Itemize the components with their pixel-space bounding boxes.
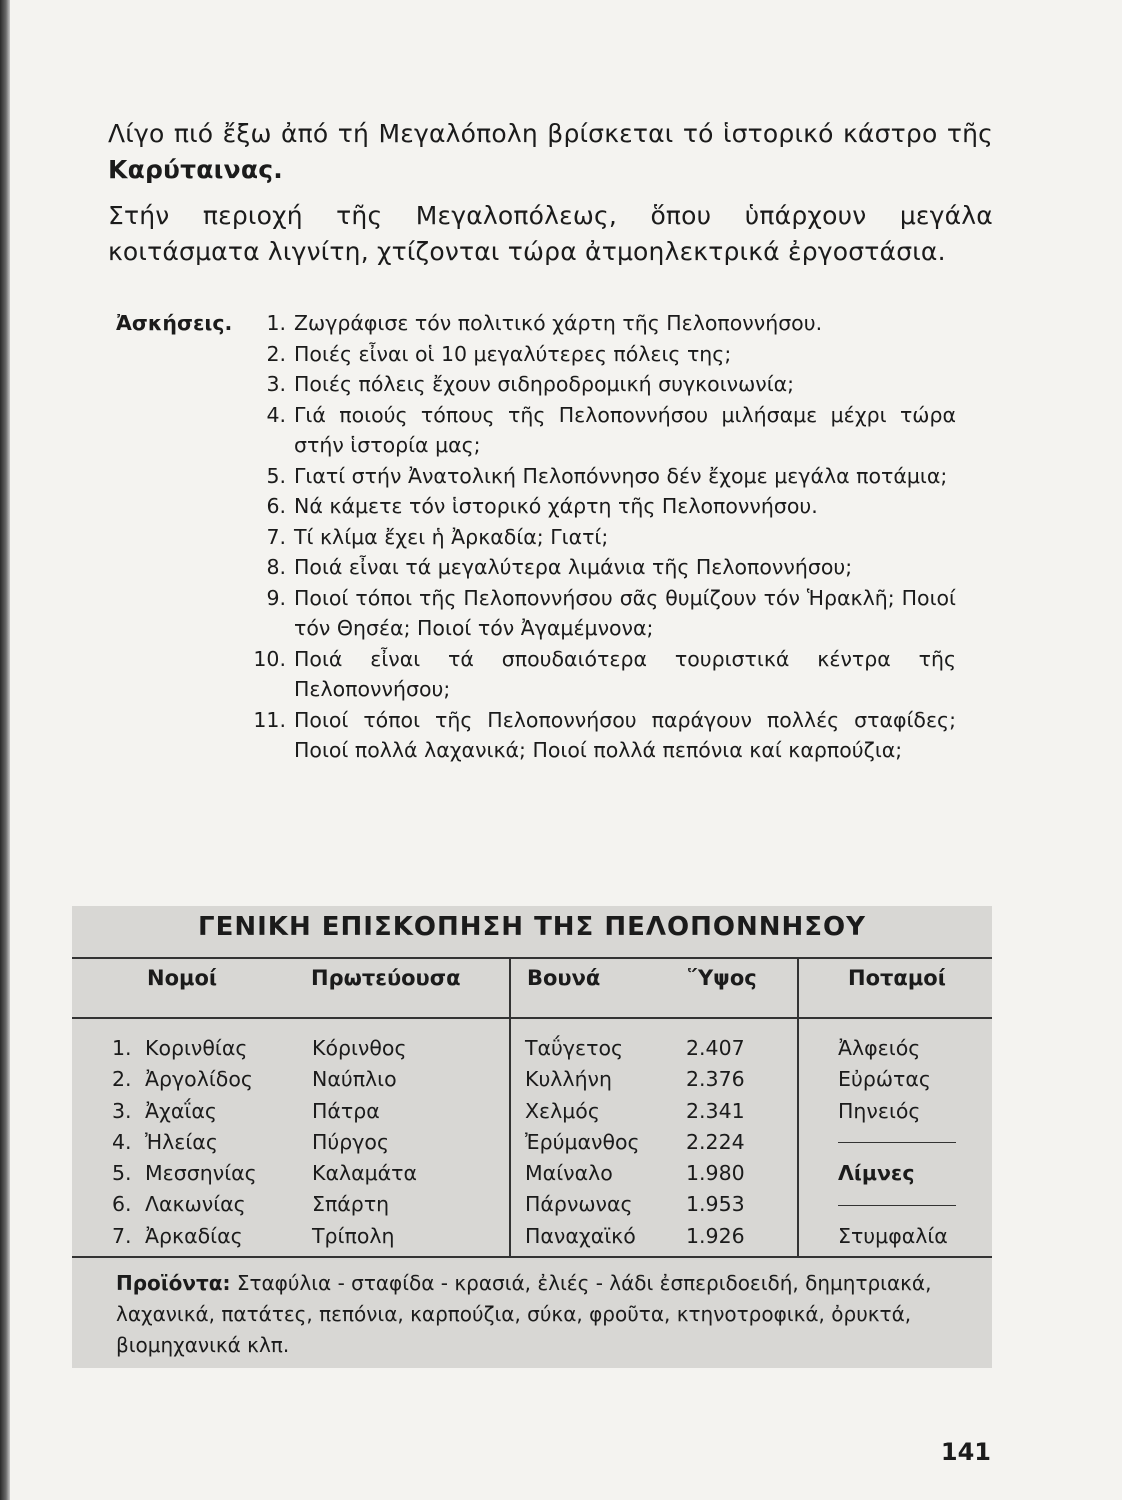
products-label: Προϊόντα: xyxy=(116,1271,231,1295)
mountain-cell: Ἐρύμανθος xyxy=(525,1129,640,1154)
exercise-text: Ποιές πόλεις ἔχουν σιδηροδρομική συγκοινωνία; xyxy=(294,372,795,396)
table-bottom-rule xyxy=(72,1256,992,1258)
exercise-item xyxy=(116,491,956,522)
prefecture-cell: Ἀρκαδίας xyxy=(145,1223,243,1248)
exercise-text: Γιά ποιούς τόπους τῆς Πελοποννήσου μιλήσαμε μέχρι τώρα στήν ἱστορία μας; xyxy=(294,402,956,457)
column-prefectures xyxy=(145,1033,257,1252)
exercise-text: Ποιοί τόποι τῆς Πελοποννήσου παράγουν πολλές σταφίδες; Ποιοί πολλά λαχανικά; Ποιοί πολλά πεπόνια καί καρπούζια; xyxy=(294,707,956,762)
prefecture-cell: Ἠλείας xyxy=(145,1129,218,1154)
capital-cell: Πάτρα xyxy=(312,1098,380,1123)
mountain-cell: Μαίναλο xyxy=(525,1161,613,1186)
karytaina-bold: Καρύταινας. xyxy=(108,155,283,184)
exercise-item xyxy=(116,705,956,766)
exercise-text: Ποιά εἶναι τά μεγαλύτερα λιμάνια τῆς Πελοποννήσου; xyxy=(294,555,853,579)
exercise-number: 2. xyxy=(266,341,286,366)
river-cell: Εὐρώτας xyxy=(838,1067,931,1092)
height-cell: 1.953 xyxy=(686,1192,745,1217)
exercise-item xyxy=(116,308,956,339)
river-blank-line xyxy=(838,1189,956,1220)
column-numbers xyxy=(112,1033,132,1252)
capital-cell: Σπάρτη xyxy=(312,1192,390,1217)
prefecture-cell: Λακωνίας xyxy=(145,1192,246,1217)
page-number: 141 xyxy=(940,1438,991,1466)
exercise-item xyxy=(116,400,956,461)
intro-paragraph-1 xyxy=(108,116,993,188)
exercise-text: Ποιοί τόποι τῆς Πελοποννήσου σᾶς θυμίζουν τόν Ἡρακλῆ; Ποιοί τόν Θησέα; Ποιοί τόν Ἀγαμέμνονα; xyxy=(294,585,956,640)
prefecture-cell: Ἀχαΐας xyxy=(145,1098,217,1123)
intro-paragraph-2: Στήν περιοχή τῆς Μεγαλοπόλεως, ὅπου ὑπάρχουν μεγάλα κοιτάσματα λιγνίτη, χτίζονται τώρα ἀτμοηλεκτρικά ἐργοστάσια. xyxy=(108,201,993,266)
exercise-number: 6. xyxy=(266,494,286,518)
exercises-section xyxy=(116,308,956,766)
prefecture-cell: Μεσσηνίας xyxy=(145,1161,257,1186)
mountain-cell: Ταΰγετος xyxy=(525,1036,624,1060)
exercise-number: 5. xyxy=(266,463,286,488)
exercise-item xyxy=(116,552,956,583)
row-number: 1. xyxy=(112,1036,132,1060)
exercise-number: 4. xyxy=(266,402,286,427)
prefecture-cell: Ἀργολίδος xyxy=(145,1067,253,1092)
capital-cell: Τρίπολη xyxy=(312,1223,395,1248)
exercise-text: Νά κάμετε τόν ἱστορικό χάρτη τῆς Πελοποννήσου. xyxy=(294,494,818,518)
row-number: 7. xyxy=(112,1223,132,1248)
height-cell: 2.407 xyxy=(686,1036,745,1060)
lakes-heading: Λίμνες xyxy=(838,1161,915,1186)
exercise-number: 7. xyxy=(266,524,286,549)
products-text: Σταφύλια - σταφίδα - κρασιά, ἐλιές - λάδι ἐσπεριδοειδή, δημητριακά, λαχανικά, πατάτες, πεπόνια, καρπούζια, σύκα, φροῦτα, κτηνοτροφικά, ὀρυκτά, βιομηχανικά κλπ. xyxy=(116,1271,932,1357)
mountain-cell: Παναχαϊκό xyxy=(525,1223,636,1248)
river-cell: Πηνειός xyxy=(838,1098,921,1123)
mountain-cell: Κυλλήνη xyxy=(525,1067,613,1092)
table-header-rule xyxy=(72,1017,992,1019)
exercise-number: 9. xyxy=(266,585,286,610)
header-prefectures: Νομοί xyxy=(147,966,218,990)
column-rivers xyxy=(838,1033,956,1252)
lake-cell: Στυμφαλία xyxy=(838,1223,948,1248)
exercise-text: Γιατί στήν Ἀνατολική Πελοπόννησο δέν ἔχομε μεγάλα ποτάμια; xyxy=(294,463,948,488)
header-capital: Πρωτεύουσα xyxy=(311,966,461,990)
exercise-item xyxy=(116,461,956,492)
exercise-item xyxy=(116,522,956,553)
exercise-number: 1. xyxy=(266,311,286,335)
table-divider-mountains xyxy=(509,957,511,1256)
intro-text xyxy=(108,116,993,280)
intro-p1-text: Λίγο πιό ἔξω ἀπό τή Μεγαλόπολη βρίσκεται τό ἱστορικό κάστρο τῆς xyxy=(108,119,993,148)
exercise-text: Ποιά εἶναι τά σπουδαιότερα τουριστικά κέντρα τῆς Πελοποννήσου; xyxy=(294,646,956,701)
height-cell: 1.926 xyxy=(686,1223,745,1248)
capital-cell: Ναύπλιο xyxy=(312,1067,397,1092)
height-cell: 2.376 xyxy=(686,1067,745,1092)
exercise-number: 8. xyxy=(266,555,286,579)
exercise-item xyxy=(116,369,956,400)
row-number: 3. xyxy=(112,1098,132,1123)
river-cell: Ἀλφειός xyxy=(838,1036,921,1060)
row-number: 6. xyxy=(112,1192,132,1217)
exercise-text: Ζωγράφισε τόν πολιτικό χάρτη τῆς Πελοποννήσου. xyxy=(294,311,823,335)
row-number: 5. xyxy=(112,1161,132,1186)
column-capitals xyxy=(312,1033,417,1252)
table-top-rule xyxy=(72,957,992,959)
header-height: Ὕψος xyxy=(688,966,757,990)
exercises-heading: Ἀσκήσεις. xyxy=(116,311,233,335)
exercise-text: Τί κλίμα ἔχει ἡ Ἀρκαδία; Γιατί; xyxy=(294,524,609,549)
river-blank-line xyxy=(838,1127,956,1158)
row-number: 4. xyxy=(112,1129,132,1154)
height-cell: 2.224 xyxy=(686,1129,745,1154)
exercise-number: 11. xyxy=(253,707,286,732)
summary-title: ΓΕΝΙΚΗ ΕΠΙΣΚΟΠΗΣΗ ΤΗΣ ΠΕΛΟΠΟΝΝΗΣΟΥ xyxy=(198,912,866,942)
exercise-item xyxy=(116,339,956,370)
mountain-cell: Πάρνωνας xyxy=(525,1192,633,1217)
height-cell: 2.341 xyxy=(686,1098,745,1123)
capital-cell: Πύργος xyxy=(312,1129,389,1154)
products-paragraph xyxy=(116,1268,956,1361)
capital-cell: Κόρινθος xyxy=(312,1036,407,1060)
header-mountains: Βουνά xyxy=(527,966,601,990)
exercise-item xyxy=(116,644,956,705)
book-spine-shadow xyxy=(0,0,10,1500)
exercise-number: 3. xyxy=(266,372,286,396)
row-number: 2. xyxy=(112,1067,132,1092)
mountain-cell: Χελμός xyxy=(525,1098,600,1123)
exercise-number: 10. xyxy=(253,646,286,671)
table-divider-rivers xyxy=(797,957,799,1256)
column-mountains xyxy=(525,1033,640,1252)
prefecture-cell: Κορινθίας xyxy=(145,1036,248,1060)
height-cell: 1.980 xyxy=(686,1161,745,1186)
exercise-item xyxy=(116,583,956,644)
column-heights xyxy=(686,1033,745,1252)
capital-cell: Καλαμάτα xyxy=(312,1161,418,1186)
header-rivers: Ποταμοί xyxy=(848,966,946,990)
exercise-text: Ποιές εἶναι οἱ 10 μεγαλύτερες πόλεις της; xyxy=(294,341,732,366)
